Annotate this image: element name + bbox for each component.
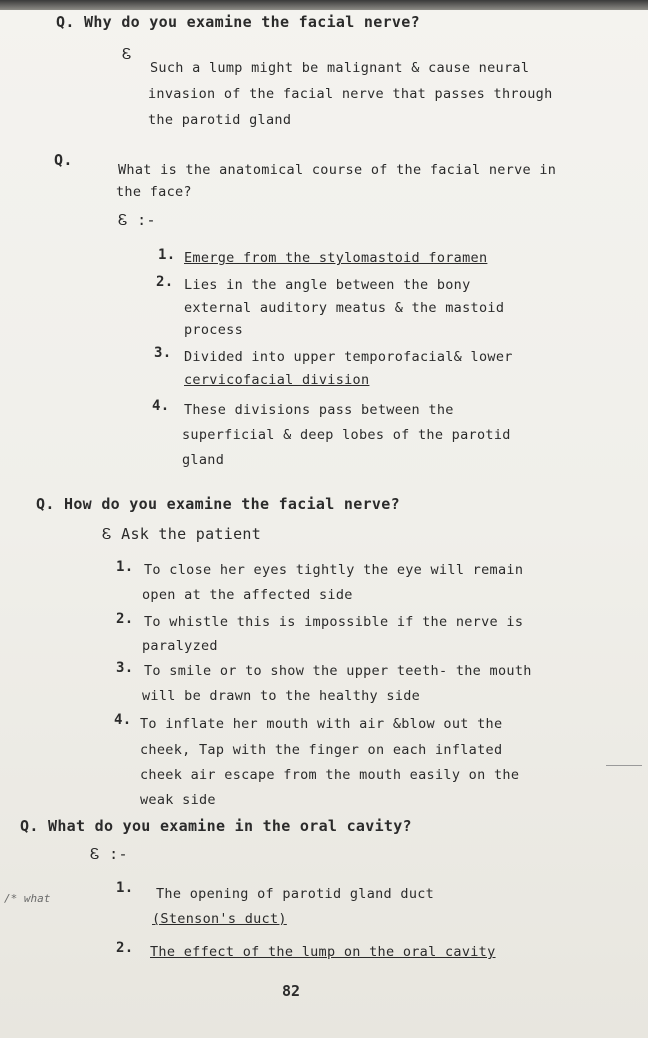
answer-marker-2: Ꮛ :- (118, 211, 156, 229)
q2-item-2-line-3: process (184, 322, 243, 338)
question-2-line-2: the face? (116, 184, 192, 200)
q2-item-4-line-1: These divisions pass between the (184, 402, 454, 418)
q3-item-3-line-2: will be drawn to the healthy side (142, 688, 421, 704)
q3-item-4-line-1: To inflate her mouth with air &blow out the (140, 716, 503, 732)
q4-item-1-number: 1. (116, 880, 134, 896)
q3-item-3-number: 3. (116, 660, 134, 676)
q2-item-3-number: 3. (154, 345, 172, 361)
question-4: Q. What do you examine in the oral cavity? (20, 817, 412, 835)
q3-item-3-line-1: To smile or to show the upper teeth- the mouth (144, 663, 532, 679)
question-1: Q. Why do you examine the facial nerve? (56, 13, 420, 31)
q2-item-3-line-2: cervicofacial division (184, 372, 370, 388)
question-2-label: Q. (54, 151, 73, 169)
q4-item-2-line-1: The effect of the lump on the oral cavity (150, 944, 496, 960)
q3-item-4-line-3: cheek air escape from the mouth easily on the (140, 767, 520, 783)
q3-item-1-number: 1. (116, 559, 134, 575)
question-2-line-1: What is the anatomical course of the facial nerve in (118, 162, 557, 178)
answer-1-line-3: the parotid gland (148, 112, 292, 128)
answer-1-line-2: invasion of the facial nerve that passes through (148, 86, 553, 102)
q3-item-1-line-1: To close her eyes tightly the eye will remain (144, 562, 524, 578)
q3-item-4-line-2: cheek, Tap with the finger on each inflated (140, 742, 503, 758)
q2-item-3-line-1: Divided into upper temporofacial& lower (184, 349, 513, 365)
margin-dash-mark (606, 765, 642, 766)
answer-marker-3: Ꮛ Ask the patient (102, 525, 262, 543)
q4-item-2-number: 2. (116, 940, 134, 956)
margin-handwritten-note: /* what (4, 892, 51, 905)
q4-item-1-line-1: The opening of parotid gland duct (156, 886, 435, 902)
q3-item-4-number: 4. (114, 712, 132, 728)
page-number: 82 (282, 982, 301, 1000)
answer-marker-1: Ꮛ (122, 45, 132, 63)
q2-item-2-number: 2. (156, 274, 174, 290)
q3-item-2-line-1: To whistle this is impossible if the nerve is (144, 614, 524, 630)
q2-item-2-line-2: external auditory meatus & the mastoid (184, 300, 505, 316)
page-top-shadow (0, 0, 648, 10)
q3-item-1-line-2: open at the affected side (142, 587, 353, 603)
answer-1-line-1: Such a lump might be malignant & cause neural (150, 60, 530, 76)
q4-item-1-line-2: (Stenson's duct) (152, 911, 287, 927)
q2-item-4-line-2: superficial & deep lobes of the parotid (182, 427, 511, 443)
q2-item-2-line-1: Lies in the angle between the bony (184, 277, 471, 293)
q2-item-4-line-3: gland (182, 452, 225, 468)
q2-item-1-number: 1. (158, 247, 176, 263)
q3-item-2-line-2: paralyzed (142, 638, 218, 654)
question-3: Q. How do you examine the facial nerve? (36, 495, 400, 513)
answer-marker-4: Ꮛ :- (90, 845, 128, 863)
q2-item-4-number: 4. (152, 398, 170, 414)
q3-item-2-number: 2. (116, 611, 134, 627)
q2-item-1-line-1: Emerge from the stylomastoid foramen (184, 250, 488, 266)
q3-item-4-line-4: weak side (140, 792, 216, 808)
